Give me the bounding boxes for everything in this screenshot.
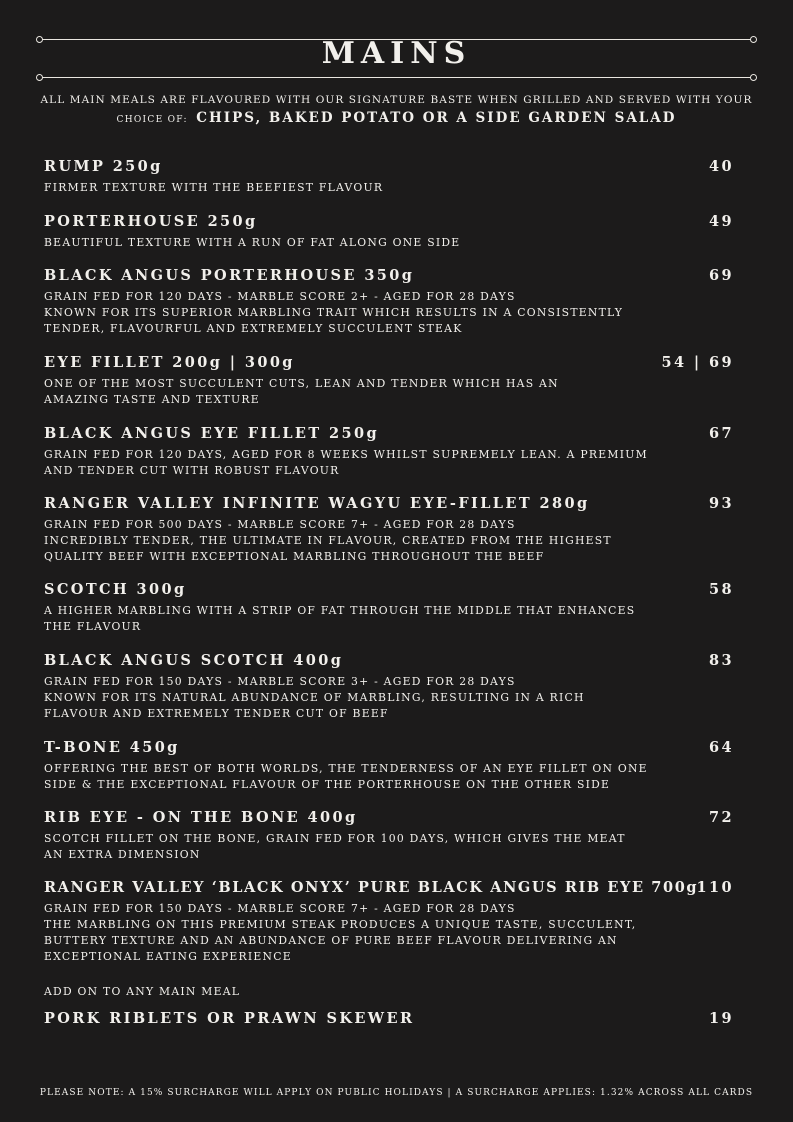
item-description-line: OFFERING THE BEST OF BOTH WORLDS, THE TENDERNESS OF AN EYE FILLET ON ONE — [44, 762, 648, 775]
item-description-line: TENDER, FLAVOURFUL AND EXTREMELY SUCCULENT STEAK — [44, 322, 463, 335]
menu-item-porterhouse — [44, 213, 734, 251]
item-description-line: KNOWN FOR ITS SUPERIOR MARBLING TRAIT WHICH RESULTS IN A CONSISTENTLY — [44, 306, 624, 319]
item-price: 110 — [696, 879, 734, 896]
item-price: 64 — [709, 739, 734, 756]
item-name: BLACK ANGUS PORTERHOUSE 350g — [44, 267, 415, 284]
item-description-line: INCREDIBLY TENDER, THE ULTIMATE IN FLAVOUR, CREATED FROM THE HIGHEST — [44, 534, 612, 547]
item-description-line: KNOWN FOR ITS NATURAL ABUNDANCE OF MARBLING, RESULTING IN A RICH — [44, 691, 585, 704]
item-description-line: AN EXTRA DIMENSION — [44, 848, 201, 861]
item-name: BLACK ANGUS EYE FILLET 250g — [44, 425, 380, 442]
item-description-line: THE MARBLING ON THIS PREMIUM STEAK PRODUCES A UNIQUE TASTE, SUCCULENT, — [44, 918, 637, 931]
item-description-line: BUTTERY TEXTURE AND AN ABUNDANCE OF PURE BEEF FLAVOUR DELIVERING AN — [44, 934, 618, 947]
item-name: RANGER VALLEY ‘BLACK ONYX’ PURE BLACK ANGUS RIB EYE 700g — [44, 879, 699, 896]
item-description-line: SIDE & THE EXCEPTIONAL FLAVOUR OF THE PORTERHOUSE ON THE OTHER SIDE — [44, 778, 611, 791]
surcharge-note: PLEASE NOTE: A 15% SURCHARGE WILL APPLY ON PUBLIC HOLIDAYS | A SURCHARGE APPLIES: 1.32% ACROSS ALL CARDS — [39, 1088, 754, 1098]
item-description-line: ONE OF THE MOST SUCCULENT CUTS, LEAN AND TENDER WHICH HAS AN — [44, 377, 559, 390]
menu-item-rib-eye — [44, 809, 734, 863]
item-description-line: EXCEPTIONAL EATING EXPERIENCE — [44, 950, 292, 963]
item-name: BLACK ANGUS SCOTCH 400g — [44, 652, 344, 669]
title-underline-divider — [40, 77, 753, 78]
item-name: PORTERHOUSE 250g — [44, 213, 258, 230]
menu-item-wagyu-eye-fillet — [44, 495, 734, 565]
item-description-line: AND TENDER CUT WITH ROBUST FLAVOUR — [44, 464, 340, 477]
item-description-line: GRAIN FED FOR 120 DAYS - MARBLE SCORE 2+ - AGED FOR 28 DAYS — [44, 290, 516, 303]
item-name: SCOTCH 300g — [44, 581, 187, 598]
item-description-line: A HIGHER MARBLING WITH A STRIP OF FAT THROUGH THE MIDDLE THAT ENHANCES — [44, 604, 636, 617]
item-name: T-BONE 450g — [44, 739, 180, 756]
item-price: 69 — [709, 267, 734, 284]
item-price: 93 — [709, 495, 734, 512]
item-price: 40 — [709, 158, 734, 175]
item-description-line: THE FLAVOUR — [44, 620, 142, 633]
item-name: PORK RIBLETS OR PRAWN SKEWER — [44, 1010, 415, 1027]
item-name: RIB EYE - ON THE BONE 400g — [44, 809, 358, 826]
intro-choices: CHIPS, BAKED POTATO OR A SIDE GARDEN SALAD — [196, 110, 677, 126]
item-description-line: QUALITY BEEF WITH EXCEPTIONAL MARBLING THROUGHOUT THE BEEF — [44, 550, 545, 563]
intro-text — [20, 91, 773, 129]
menu-item-black-angus-scotch — [44, 652, 734, 722]
item-description-line: GRAIN FED FOR 150 DAYS - MARBLE SCORE 7+ - AGED FOR 28 DAYS — [44, 902, 516, 915]
menu-item-t-bone — [44, 739, 734, 793]
item-price: 83 — [709, 652, 734, 669]
menu-item-rump — [44, 158, 734, 196]
item-price: 72 — [709, 809, 734, 826]
addon-label: ADD ON TO ANY MAIN MEAL — [44, 985, 241, 998]
menu-title: MAINS — [321, 36, 472, 71]
menu-item-addon — [44, 1010, 734, 1028]
item-description-line: FLAVOUR AND EXTREMELY TENDER CUT OF BEEF — [44, 707, 389, 720]
item-description-line: GRAIN FED FOR 500 DAYS - MARBLE SCORE 7+ - AGED FOR 28 DAYS — [44, 518, 516, 531]
item-name: RUMP 250g — [44, 158, 163, 175]
intro-line: ALL MAIN MEALS ARE FLAVOURED WITH OUR SIGNATURE BASTE WHEN GRILLED AND SERVED WITH YOUR — [40, 94, 753, 106]
item-description-line: AMAZING TASTE AND TEXTURE — [44, 393, 260, 406]
menu-item-scotch — [44, 581, 734, 635]
item-price: 67 — [709, 425, 734, 442]
item-name: EYE FILLET 200g | 300g — [44, 354, 295, 371]
item-description-line: SCOTCH FILLET ON THE BONE, GRAIN FED FOR 100 DAYS, WHICH GIVES THE MEAT — [44, 832, 626, 845]
menu-item-black-onyx-rib-eye — [44, 879, 734, 965]
menu-item-eye-fillet — [44, 354, 734, 408]
item-price: 58 — [709, 581, 734, 598]
intro-choice-prefix: CHOICE OF: — [116, 115, 188, 125]
item-name: RANGER VALLEY INFINITE WAGYU EYE-FILLET 280g — [44, 495, 590, 512]
item-price: 54 | 69 — [661, 354, 734, 371]
item-price: 49 — [709, 213, 734, 230]
menu-item-black-angus-eye-fillet — [44, 425, 734, 479]
menu-item-black-angus-porterhouse — [44, 267, 734, 337]
item-price: 19 — [709, 1010, 734, 1027]
item-description-line: FIRMER TEXTURE WITH THE BEEFIEST FLAVOUR — [44, 181, 384, 194]
item-description-line: GRAIN FED FOR 120 DAYS, AGED FOR 8 WEEKS WHILST SUPREMELY LEAN. A PREMIUM — [44, 448, 648, 461]
item-description-line: GRAIN FED FOR 150 DAYS - MARBLE SCORE 3+ - AGED FOR 28 DAYS — [44, 675, 516, 688]
item-description-line: BEAUTIFUL TEXTURE WITH A RUN OF FAT ALONG ONE SIDE — [44, 236, 461, 249]
